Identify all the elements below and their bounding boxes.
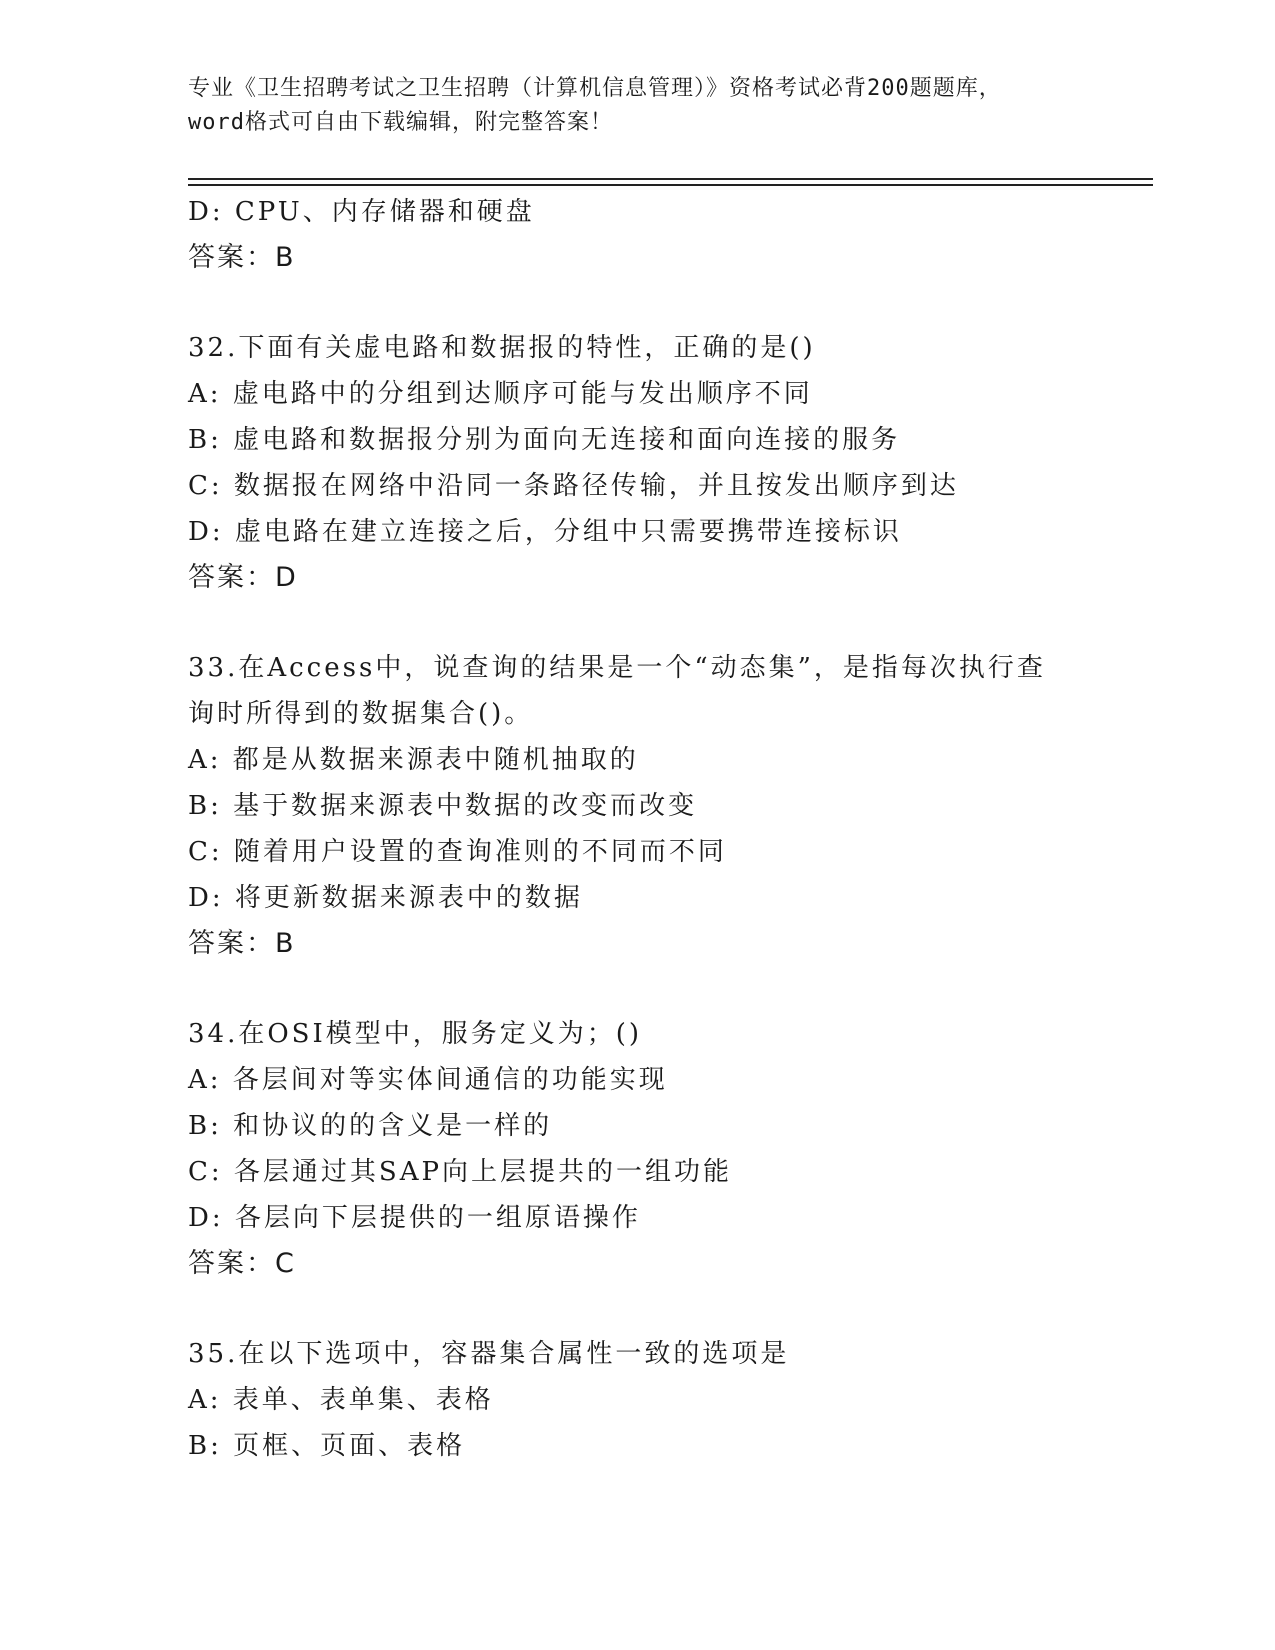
question-stem: 34.在OSI模型中，服务定义为；() [188,1019,643,1049]
question-stem: 35.在以下选项中，容器集合属性一致的选项是 [188,1339,790,1369]
header-title-line-2: word格式可自由下载编辑，附完整答案！ [188,110,613,135]
option-b: B: 和协议的的含义是一样的 [188,1111,553,1141]
question-list [188,189,1148,1469]
question-34 [188,1011,1148,1287]
option-c: C: 各层通过其SAP向上层提共的一组功能 [188,1157,733,1187]
option-d: D: 虚电路在建立连接之后，分组中只需要携带连接标识 [188,517,902,547]
option-a: A: 虚电路中的分组到达顺序可能与发出顺序不同 [188,379,813,409]
option-d: D: CPU、内存储器和硬盘 [188,197,535,227]
question-32 [188,325,1148,601]
answer-line: 答案：D [188,562,298,593]
spacer [188,281,1148,325]
answer-line: 答案：C [188,1248,296,1279]
question-stem: 32.下面有关虚电路和数据报的特性，正确的是() [188,333,816,363]
answer-line: 答案：B [188,928,296,959]
question-33 [188,645,1148,967]
option-a: A: 都是从数据来源表中随机抽取的 [188,745,639,775]
answer-line: 答案：B [188,242,296,273]
document-header [188,72,1088,140]
option-c: C: 数据报在网络中沿同一条路径传输，并且按发出顺序到达 [188,471,959,501]
option-b: B: 页框、页面、表格 [188,1431,466,1461]
option-b: B: 虚电路和数据报分别为面向无连接和面向连接的服务 [188,425,901,455]
option-a: A: 各层间对等实体间通信的功能实现 [188,1065,668,1095]
option-b: B: 基于数据来源表中数据的改变而改变 [188,791,698,821]
option-a: A: 表单、表单集、表格 [188,1385,494,1415]
header-title-line-1: 专业《卫生招聘考试之卫生招聘（计算机信息管理）》资格考试必背200题题库， [188,76,1002,101]
option-c: C: 随着用户设置的查询准则的不同而不同 [188,837,727,867]
option-d: D: 各层向下层提供的一组原语操作 [188,1203,641,1233]
header-divider-bottom [188,184,1153,186]
question-stem: 33.在Access中，说查询的结果是一个“动态集”，是指每次执行查 [188,653,1046,683]
carry-over-question [188,189,1148,281]
spacer [188,1287,1148,1331]
header-divider-top [188,178,1153,180]
option-d: D: 将更新数据来源表中的数据 [188,883,583,913]
question-stem-continued: 询时所得到的数据集合()。 [188,699,534,729]
spacer [188,601,1148,645]
question-35 [188,1331,1148,1469]
spacer [188,967,1148,1011]
